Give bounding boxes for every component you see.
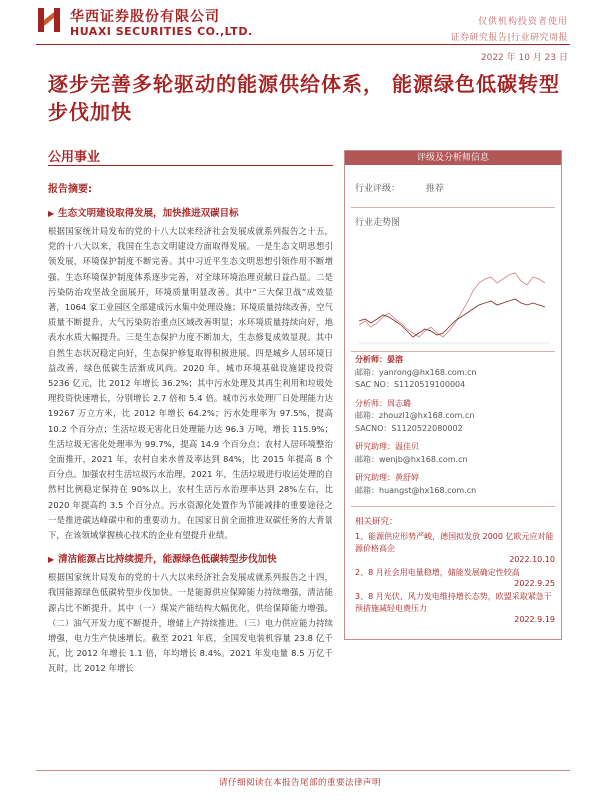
analyst-email: 邮箱：yanrong@hx168.com.cn	[355, 367, 477, 377]
analyst-name: 研究助理：黄舒婷	[355, 473, 419, 482]
summary-column	[48, 180, 333, 687]
analyst-sac: SACNO：S1120522080002	[355, 423, 463, 433]
legal-notice: 请仔细阅读在本报告尾部的重要法律声明	[218, 778, 381, 788]
section-heading	[48, 207, 333, 221]
related-item[interactable]	[355, 567, 555, 588]
analyst-name: 分析师：晏溶	[355, 355, 403, 364]
analyst-entry	[355, 398, 555, 436]
related-item-date: 2022.10.10	[509, 555, 555, 564]
section-heading	[48, 553, 333, 567]
analyst-email: 邮箱：zhouzl1@hx168.com.cn	[355, 411, 475, 420]
rating-label: 行业评级：	[355, 184, 401, 194]
sidebar-divider	[351, 506, 555, 507]
series-line-csi300	[359, 299, 545, 337]
sidebar-divider	[351, 207, 555, 208]
summary-heading: 报告摘要:	[48, 184, 92, 195]
audience-tagline: 仅供机构投资者使用	[477, 17, 568, 27]
analyst-name: 分析师：周志璐	[355, 398, 411, 408]
industry-trend-chart	[349, 233, 557, 363]
report-date: 2022 年 10 月 23 日	[480, 53, 568, 63]
triangle-bullet-icon: ▶	[48, 555, 55, 565]
related-item-date: 2022.9.19	[514, 615, 555, 624]
sidebar-header: 评级及分析师信息	[345, 151, 561, 165]
related-item-text: 3、8 月光伏、风力发电维持增长态势，欧盟采取紧急干预措施减轻电费压力	[355, 592, 552, 613]
related-item-date: 2022.9.25	[514, 579, 555, 588]
section-paragraph: 根据国家统计局发布的党的十八大以来经济社会发展成就系列报告之十四，我国能源绿色低碳转型步伐加快。一是能源供应保障能力持续增强，清洁能源占比不断提升。其中（一）煤炭产能结构大幅优化，供给保障能力增强。（二）油气开发力度不断提升，增储上产持续推进。（三）电力供应能力持续增强，电力生产快速增长。截至 2021 年底，全国发电装机容量 23.8 亿千瓦，比 2012 年增长 1.1 倍，年均增长 8.4%。2021 年发电量 8.5 万亿千瓦时，比 2012 年增长	[48, 572, 333, 674]
related-item[interactable]	[355, 591, 555, 624]
section-heading-text: 生态文明建设取得发展，加快推进双碳目标	[58, 208, 239, 219]
triangle-bullet-icon: ▶	[48, 209, 55, 218]
rating-sidebar	[344, 150, 562, 640]
section-paragraph: 根据国家统计局发布的党的十八大以来经济社会发展成就系列报告之十五，党的十八大以来，我国在生态文明建设方面取得发展。一是生态文明思想引领发展，环境保护制度不断完善。其中习近平生态文明思想引领作用不断增强、生态环境保护制度体系逐步完善，对全球环境治理贡献日益凸显。二是污染防治攻坚战全面展开，环境质量明显改善。其中“三大保卫战”成效显著，1064 家工业园区全部建成污水集中处理设施；环境质量持续改善，空气质量不断提升，大气污染防治重点区域改善明显；水环境质量持续向好，地表水水质大幅提升。三是生态保护力度不断加大，生态修复成效显现。其中自然生态状况稳定向好，生态保护修复取得积极进展。四是城乡人居环境日益改善，绿色低碳生活渐成风尚。2020 年，城市环境基础设施建设投资 5236 亿元，比 2012 年增长 36.2%；其中污水处理及其再生利用和垃圾处理投资快速增长，分别增长 2.7 倍和 5.4 倍。城市污水处理厂日处理能力达 19267 万立方米，比 2012 年增长 64.2%；污水处理率为 97.5%，提高 10.2 个百分点；生活垃圾无害化日处理能力达 96.3 万吨，增长 115.9%；生活垃圾无害化处理率为 99.7%，提高 14.9 个百分点；农村人居环境整治全面推开，2021 年，农村自来水普及率达到 84%，比 2015 年提高 8 个百分点。加强农村生活垃圾污水治理，2021 年，生活垃圾进行收运处理的自然村比例稳定保持在 90%以上，农村生活污水治理率达到 28%左右，比 2020 年提高约 3.5 个百分点。污水资源化处置作为节能减排的重要途径之一是推进碳达峰碳中和的重要动力。在国家日前全面推进双碳任务的大背景下，在该领域掌握核心技术的企业有望提升业绩。	[48, 226, 333, 541]
header-divider	[36, 44, 570, 45]
section-heading-text: 清洁能源占比持续提升，能源绿色低碳转型步伐加快	[58, 554, 277, 566]
analyst-entry	[355, 441, 555, 466]
footer-divider	[36, 770, 570, 771]
company-logo-icon	[36, 6, 62, 34]
related-item-text: 2、8 月社会用电量稳增，储能发展确定性较高	[355, 568, 520, 577]
analyst-entry	[355, 354, 555, 392]
report-title: 逐步完善多轮驱动的能源供给体系， 能源绿色低碳转型步伐加快	[48, 72, 560, 124]
company-name-cn: 华西证券股份有限公司	[70, 9, 220, 25]
analyst-entry	[355, 472, 555, 497]
analyst-email: 邮箱：wenjb@hx168.com.cn	[355, 454, 468, 464]
analyst-list	[355, 354, 555, 503]
analyst-name: 研究助理：温佳贝	[355, 442, 419, 451]
related-item-text: 1、能源供应形势严峻，德国拟发放 2000 亿欧元应对能源价格高企	[355, 532, 554, 553]
related-title: 相关研究：	[355, 517, 398, 527]
industry-rating	[355, 181, 444, 194]
industry-divider	[48, 165, 333, 166]
company-name-en: HUAXI SECURITIES CO.,LTD.	[70, 25, 253, 38]
industry-name: 公用事业	[48, 150, 101, 165]
analyst-sac: SAC NO：S1120519100004	[355, 380, 466, 389]
sidebar-divider	[351, 351, 555, 352]
analyst-email: 邮箱：huangst@hx168.com.cn	[355, 485, 477, 495]
related-research	[355, 515, 555, 627]
trend-chart-label: 行业走势图	[355, 218, 401, 228]
rating-value: 推荐	[426, 184, 445, 194]
series-line-utilities	[359, 273, 545, 337]
report-type: 证券研究报告|行业研究周报	[450, 33, 568, 43]
related-item[interactable]	[355, 531, 555, 564]
